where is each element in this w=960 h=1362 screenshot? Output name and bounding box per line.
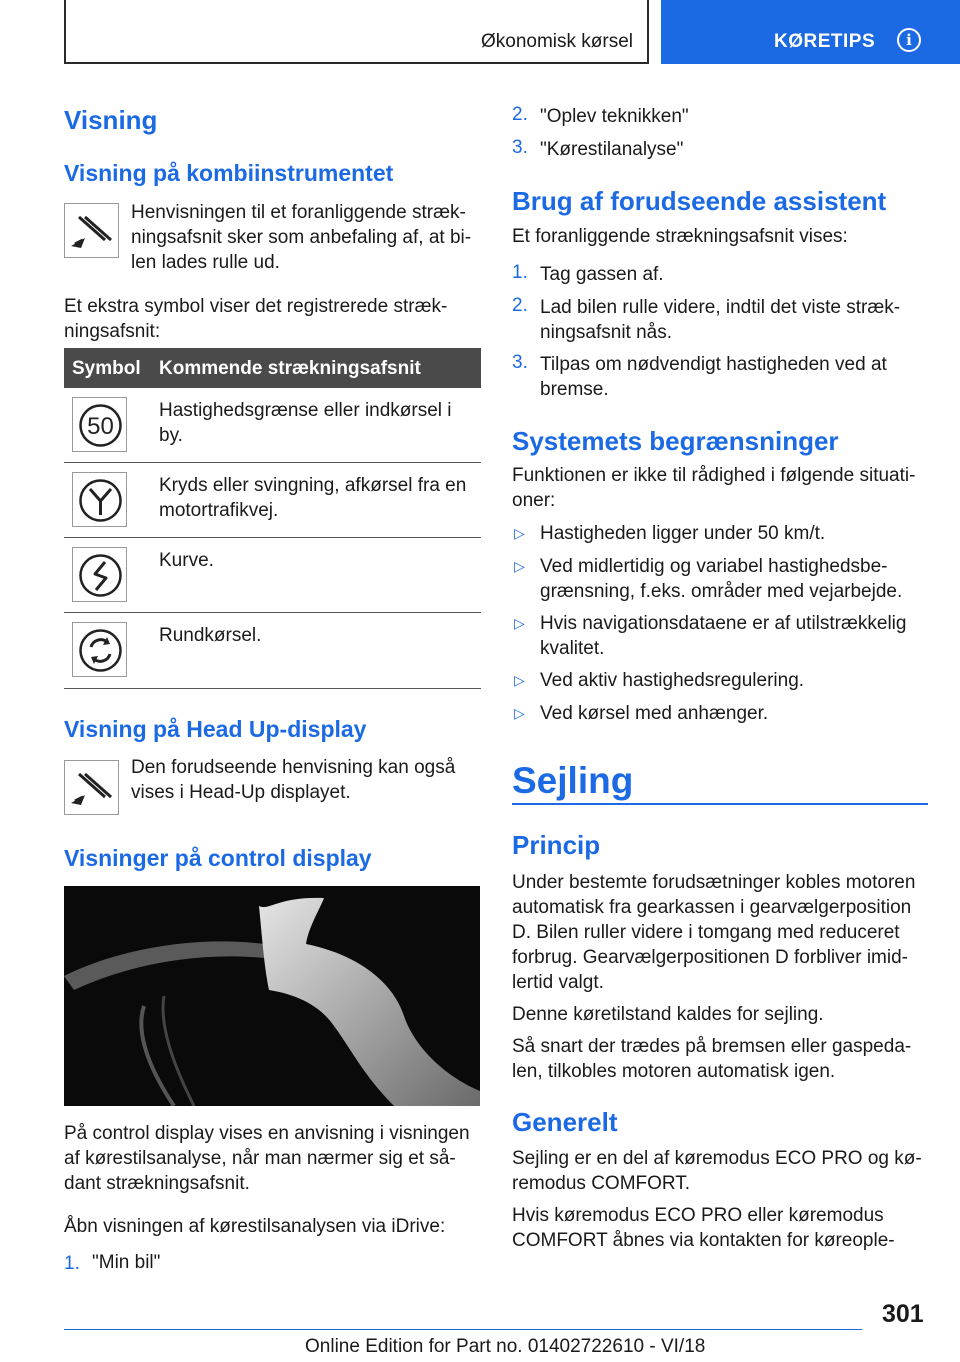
generelt-line-3: Hvis køremodus ECO PRO eller køremodus bbox=[512, 1205, 884, 1226]
curve-icon bbox=[72, 547, 127, 602]
table-col-kommende: Kommende strækningsafsnit bbox=[159, 358, 421, 379]
heading-headup: Visning på Head Up-display bbox=[64, 716, 367, 742]
footer-divider bbox=[64, 1329, 862, 1330]
header-chapter-tab[interactable] bbox=[661, 0, 960, 64]
begr-item-2-line-2: grænsning, f.eks. områder med vejarbejde. bbox=[540, 581, 903, 602]
header-chapter-title: KØRETIPS bbox=[774, 31, 876, 52]
step-text: "Kørestilanalyse" bbox=[540, 139, 684, 160]
begr-item-2-line-1: Ved midlertidig og variabel hastighedsbe- bbox=[540, 556, 888, 577]
table-row-1-line-1: Hastighedsgrænse eller indkørsel i bbox=[159, 400, 452, 421]
table-row-divider bbox=[64, 537, 481, 538]
info-icon[interactable]: i bbox=[897, 28, 921, 52]
heading-begr: Systemets begrænsninger bbox=[512, 426, 839, 456]
princip-line-1: Under bestemte forudsætninger kobles motoren bbox=[512, 872, 916, 893]
begr-intro-1: Funktionen er ikke til rådighed i følgende situati- bbox=[512, 465, 916, 486]
princip-line-7: Så snart der trædes på bremsen eller gaspeda- bbox=[512, 1036, 912, 1057]
step-number: 1. bbox=[64, 1253, 80, 1274]
table-col-symbol: Symbol bbox=[72, 358, 141, 379]
table-row-2-line-1: Kryds eller svingning, afkørsel fra en bbox=[159, 475, 467, 496]
table-header bbox=[64, 348, 481, 388]
step-number: 1. bbox=[512, 262, 528, 283]
heading-kombi: Visning på kombiinstrumentet bbox=[64, 160, 394, 186]
left-column bbox=[64, 100, 481, 1300]
control-line-3: dant strækningsafsnit. bbox=[64, 1173, 250, 1194]
headup-line-1: Den forudseende henvisning kan også bbox=[131, 757, 456, 778]
begr-item-4: Ved aktiv hastighedsregulering. bbox=[540, 670, 805, 691]
begr-item-3-line-2: kvalitet. bbox=[540, 638, 605, 659]
begr-item-5: Ved kørsel med anhænger. bbox=[540, 703, 769, 724]
princip-line-8: len, tilkobles motoren automatisk igen. bbox=[512, 1061, 836, 1082]
step-number: 2. bbox=[512, 295, 528, 316]
princip-line-3: D. Bilen ruller videre i tomgang med reduceret bbox=[512, 922, 900, 943]
bullet-triangle-icon: ▷ bbox=[514, 615, 525, 631]
heading-visning: Visning bbox=[64, 105, 158, 135]
heading-sejling: Sejling bbox=[512, 760, 634, 801]
begr-item-1: Hastigheden ligger under 50 km/t. bbox=[540, 523, 826, 544]
kombi-line-1: Henvisningen til et foranliggende stræk- bbox=[131, 202, 466, 223]
brug-intro: Et foranliggende strækningsafsnit vises: bbox=[512, 226, 848, 247]
bullet-triangle-icon: ▷ bbox=[514, 705, 525, 721]
princip-line-6: Denne køretilstand kaldes for sejling. bbox=[512, 1004, 824, 1025]
bullet-triangle-icon: ▷ bbox=[514, 672, 525, 688]
footer-edition: Online Edition for Part no. 01402722610 - VI/18 bbox=[305, 1336, 706, 1357]
table-row-divider bbox=[64, 462, 481, 463]
brug-step-1: Tag gassen af. bbox=[540, 264, 664, 285]
control-line-1: På control display vises en anvisning i visningen bbox=[64, 1123, 470, 1144]
junction-icon bbox=[72, 472, 127, 527]
control-display-image bbox=[64, 886, 480, 1106]
header-section-box bbox=[64, 0, 649, 64]
brug-step-2-line-2: ningsafsnit nås. bbox=[540, 322, 673, 343]
bullet-triangle-icon: ▷ bbox=[514, 558, 525, 574]
bullet-triangle-icon: ▷ bbox=[514, 525, 525, 541]
generelt-line-1: Sejling er en del af køremodus ECO PRO og kø- bbox=[512, 1148, 922, 1169]
speed-limit-50-icon bbox=[72, 397, 127, 452]
step-number: 2. bbox=[512, 104, 528, 125]
heading-control: Visninger på control display bbox=[64, 845, 372, 871]
brug-step-2-line-1: Lad bilen rulle videre, indtil det viste stræk- bbox=[540, 297, 901, 318]
coasting-hint-icon bbox=[64, 203, 119, 258]
heading-princip: Princip bbox=[512, 830, 601, 860]
control-line-2: af kørestilsanalyse, når man nærmer sig et så- bbox=[64, 1148, 456, 1169]
step-text: "Min bil" bbox=[92, 1252, 161, 1273]
right-column bbox=[512, 100, 929, 1300]
brug-step-3-line-2: bremse. bbox=[540, 379, 609, 400]
speed-limit-text: 50 bbox=[87, 413, 114, 440]
princip-line-4: forbrug. Gearvælgerpositionen D forbliver imid- bbox=[512, 947, 908, 968]
brug-step-3-line-1: Tilpas om nødvendigt hastigheden ved at bbox=[540, 354, 887, 375]
step-text: "Oplev teknikken" bbox=[540, 106, 689, 127]
begr-intro-2: oner: bbox=[512, 490, 556, 511]
table-bottom-line bbox=[64, 688, 481, 689]
table-row-divider bbox=[64, 612, 481, 613]
sejling-underline bbox=[512, 803, 928, 805]
extra-line-2: ningsafsnit: bbox=[64, 321, 161, 342]
generelt-line-2: remodus COMFORT. bbox=[512, 1173, 691, 1194]
headup-line-2: vises i Head-Up displayet. bbox=[131, 782, 351, 803]
generelt-line-4: COMFORT åbnes via kontakten for køreople- bbox=[512, 1230, 895, 1251]
step-number: 3. bbox=[512, 137, 528, 158]
kombi-line-2: ningsafsnit sker som anbefaling af, at bi- bbox=[131, 227, 472, 248]
heading-generelt: Generelt bbox=[512, 1107, 618, 1137]
open-text: Åbn visningen af kørestilsanalysen via iDrive: bbox=[64, 1216, 446, 1237]
coasting-hint-icon bbox=[64, 760, 119, 815]
table-row-2-line-2: motortrafikvej. bbox=[159, 500, 279, 521]
princip-line-2: automatisk fra gearkassen i gearvælgerposition bbox=[512, 897, 912, 918]
kombi-line-3: len lades rulle ud. bbox=[131, 252, 280, 273]
step-number: 3. bbox=[512, 352, 528, 373]
table-row-3-line-1: Kurve. bbox=[159, 550, 214, 571]
header-section-title: Økonomisk kørsel bbox=[480, 31, 633, 52]
table-row-1-line-2: by. bbox=[159, 425, 183, 446]
begr-item-3-line-1: Hvis navigationsdataene er af utilstrækkelig bbox=[540, 613, 907, 634]
table-row-4-line-1: Rundkørsel. bbox=[159, 625, 262, 646]
page-number: 301 bbox=[882, 1300, 924, 1328]
extra-line-1: Et ekstra symbol viser det registrerede stræk- bbox=[64, 296, 448, 317]
heading-brug: Brug af forudseende assistent bbox=[512, 186, 887, 216]
roundabout-icon bbox=[72, 622, 127, 677]
princip-line-5: lertid valgt. bbox=[512, 972, 604, 993]
